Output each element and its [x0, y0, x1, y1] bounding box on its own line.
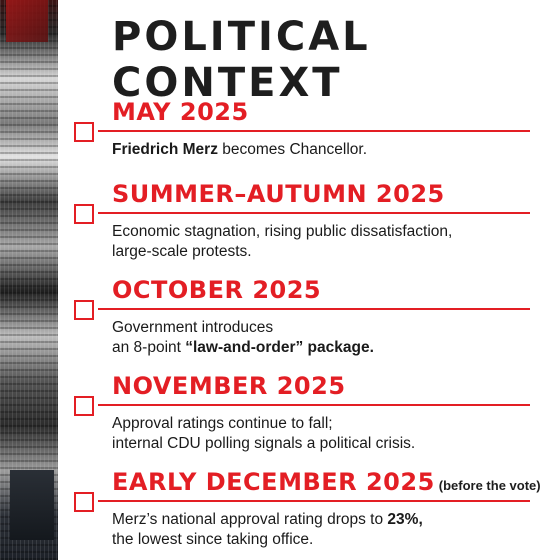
- event-description: [112, 140, 542, 160]
- event-date: OCTOBER 2025: [112, 276, 322, 304]
- event-date: EARLY DECEMBER 2025 (before the vote): [112, 468, 541, 496]
- description-text: internal CDU polling signals a political crisis.: [112, 435, 416, 452]
- description-bold-text: 23%,: [387, 511, 423, 528]
- description-text: an 8-point: [112, 339, 186, 356]
- description-text: Government introduces: [112, 319, 274, 336]
- checkbox-marker: [74, 492, 94, 512]
- timeline-rule: [98, 308, 530, 310]
- side-photo-strip: [0, 0, 58, 560]
- side-photo-red-accent: [6, 0, 48, 42]
- side-photo-dark-accent: [10, 470, 54, 540]
- checkbox-marker: [74, 204, 94, 224]
- event-date: MAY 2025: [112, 98, 249, 126]
- event-description: [112, 222, 542, 262]
- timeline-rule: [98, 500, 530, 502]
- event-date: NOVEMBER 2025: [112, 372, 346, 400]
- timeline-rule: [98, 130, 530, 132]
- description-text: Economic stagnation, rising public dissatisfaction,: [112, 223, 453, 240]
- description-text: the lowest since taking office.: [112, 531, 314, 548]
- description-text: large-scale protests.: [112, 243, 252, 260]
- description-text: Approval ratings continue to fall;: [112, 415, 333, 432]
- description-text: Merz’s national approval rating drops to: [112, 511, 388, 528]
- event-description: [112, 510, 542, 550]
- checkbox-marker: [74, 122, 94, 142]
- timeline-rule: [98, 212, 530, 214]
- description-text: becomes Chancellor.: [217, 141, 368, 158]
- description-bold-text: Friedrich Merz: [112, 141, 218, 158]
- checkbox-marker: [74, 396, 94, 416]
- event-date-note: (before the vote): [438, 478, 541, 493]
- description-bold-text: “law-and-order” package.: [185, 339, 374, 356]
- event-date: SUMMER–AUTUMN 2025: [112, 180, 445, 208]
- page-title: POLITICAL CONTEXT: [112, 14, 371, 106]
- event-description: [112, 414, 542, 454]
- checkbox-marker: [74, 300, 94, 320]
- event-description: [112, 318, 542, 358]
- timeline-rule: [98, 404, 530, 406]
